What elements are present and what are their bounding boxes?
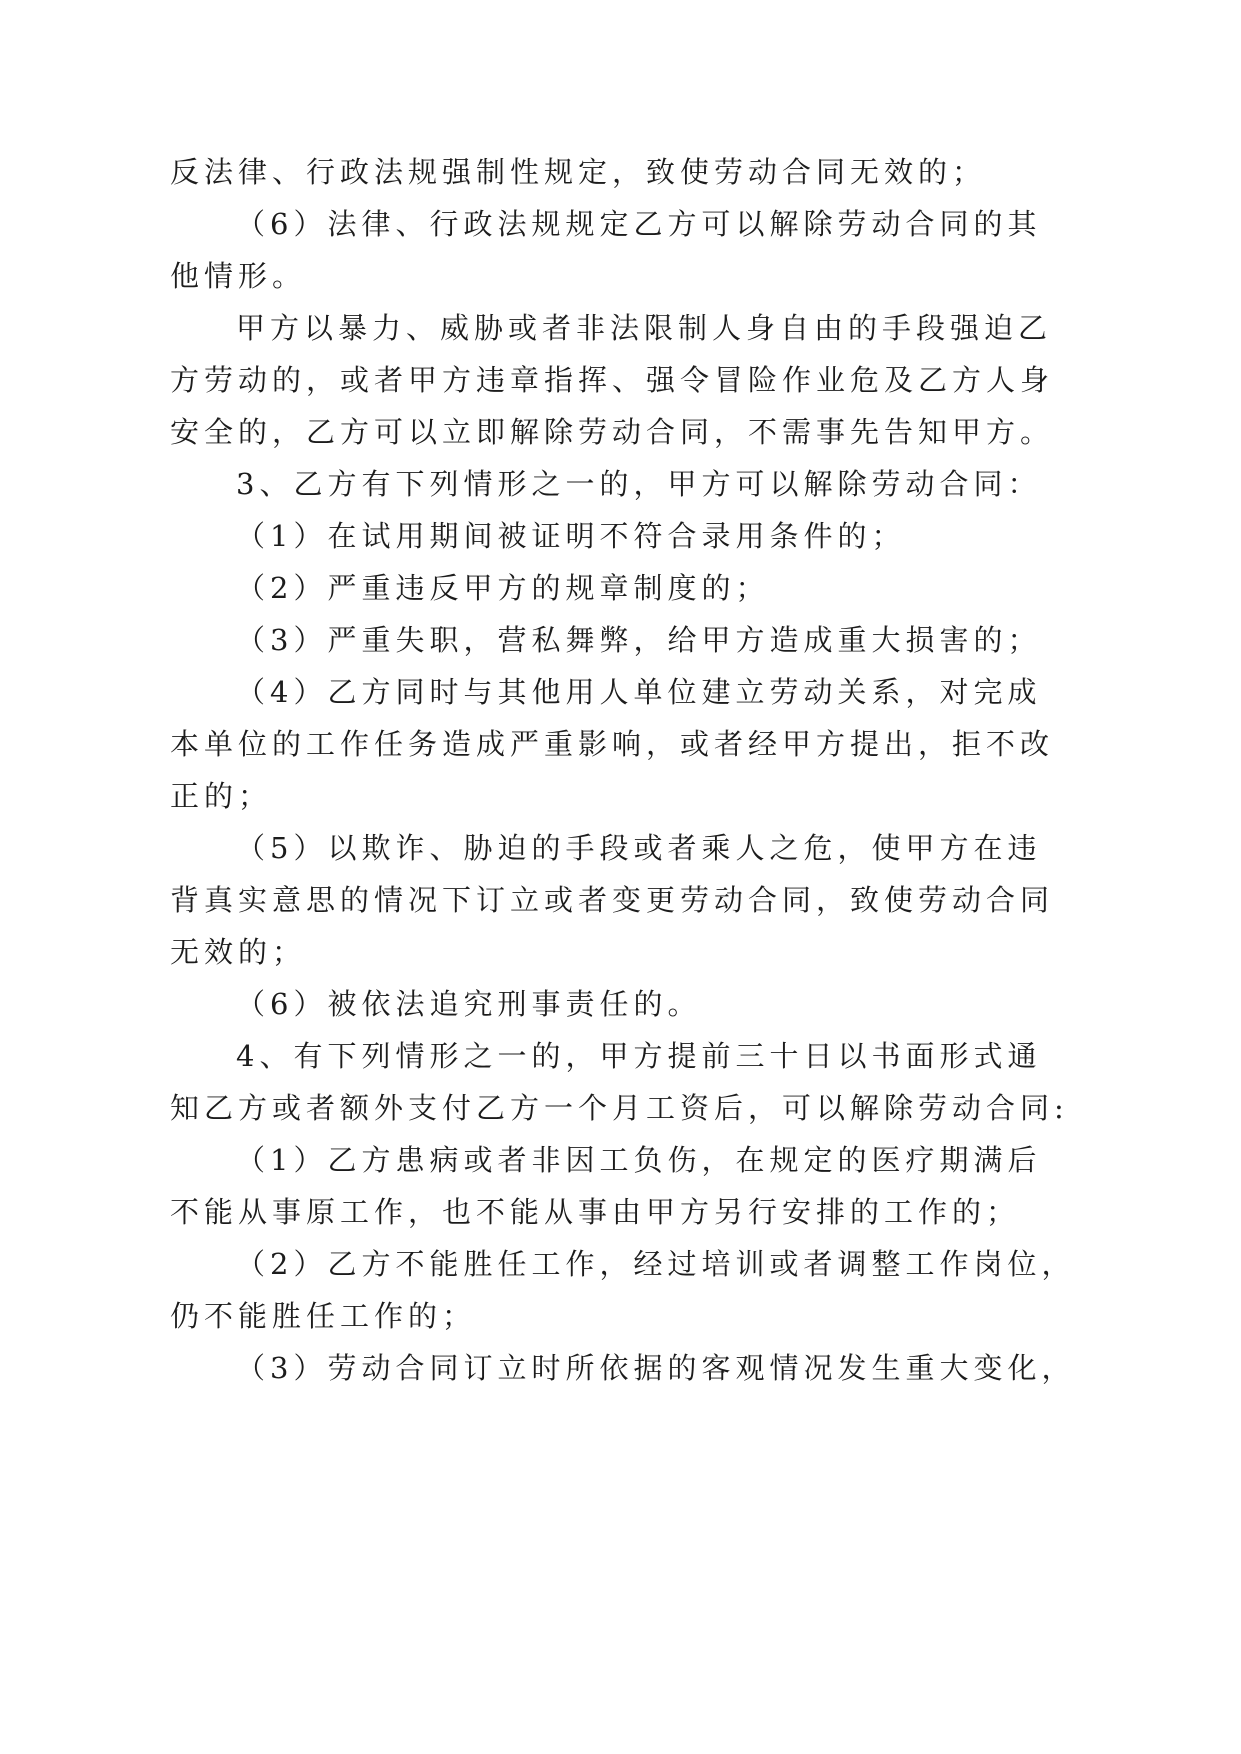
text-line: 无效的；: [170, 935, 307, 969]
text-line: 本单位的工作任务造成严重影响，或者经甲方提出，拒不改: [170, 727, 1055, 761]
text-line: （2）乙方不能胜任工作，经过培训或者调整工作岗位，: [236, 1247, 1076, 1281]
text-line: （6）法律、行政法规规定乙方可以解除劳动合同的其: [236, 207, 1042, 241]
text-line: （3）劳动合同订立时所依据的客观情况发生重大变化，: [236, 1351, 1076, 1385]
text-line: 他情形。: [170, 259, 307, 293]
text-line: 不能从事原工作，也不能从事由甲方另行安排的工作的；: [170, 1195, 1021, 1229]
text-line: （5）以欺诈、胁迫的手段或者乘人之危，使甲方在违: [236, 831, 1042, 865]
text-line: （6）被依法追究刑事责任的。: [236, 987, 702, 1021]
text-line: 正的；: [170, 779, 273, 813]
text-line: 4、有下列情形之一的，甲方提前三十日以书面形式通: [236, 1039, 1042, 1073]
text-line: （1）在试用期间被证明不符合录用条件的；: [236, 519, 906, 553]
text-line: （1）乙方患病或者非因工负伤，在规定的医疗期满后: [236, 1143, 1042, 1177]
document-body: [170, 146, 1090, 1394]
text-line: 背真实意思的情况下订立或者变更劳动合同，致使劳动合同: [170, 883, 1055, 917]
text-line: （3）严重失职，营私舞弊，给甲方造成重大损害的；: [236, 623, 1042, 657]
text-line: 安全的，乙方可以立即解除劳动合同，不需事先告知甲方。: [170, 415, 1055, 449]
text-line: 方劳动的，或者甲方违章指挥、强令冒险作业危及乙方人身: [170, 363, 1055, 397]
text-line: 3、乙方有下列情形之一的，甲方可以解除劳动合同：: [236, 467, 1042, 501]
text-line: 反法律、行政法规强制性规定，致使劳动合同无效的；: [170, 155, 987, 189]
text-line: （4）乙方同时与其他用人单位建立劳动关系，对完成: [236, 675, 1042, 709]
text-line: （2）严重违反甲方的规章制度的；: [236, 571, 770, 605]
text-line: 知乙方或者额外支付乙方一个月工资后，可以解除劳动合同:: [170, 1091, 1069, 1125]
text-line: 甲方以暴力、威胁或者非法限制人身自由的手段强迫乙: [236, 311, 1053, 345]
text-line: 仍不能胜任工作的；: [170, 1299, 477, 1333]
